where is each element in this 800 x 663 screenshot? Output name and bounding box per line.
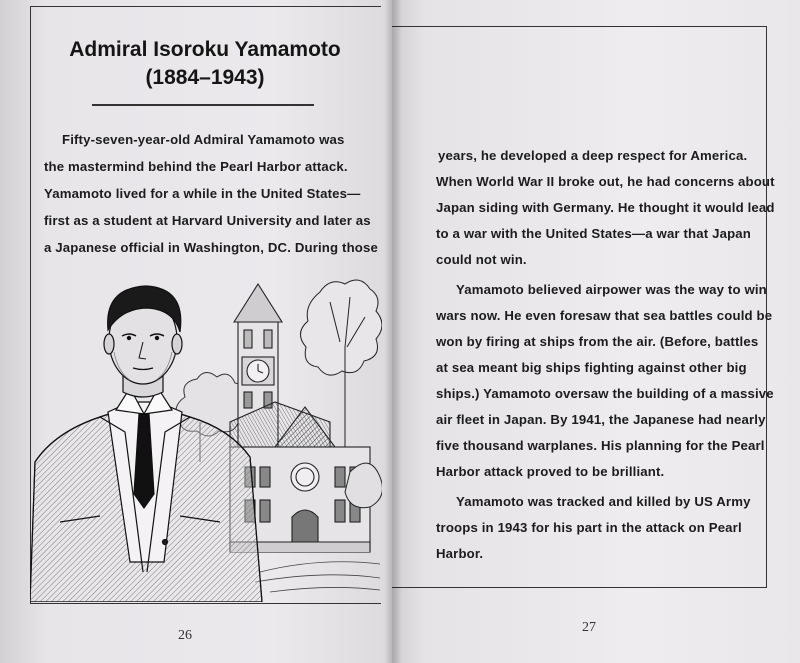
left-text-line: Fifty-seven-year-old Admiral Yamamoto was (62, 132, 345, 147)
right-text-line: won by firing at ships from the air. (Before, battles (436, 334, 759, 349)
title-divider (92, 104, 314, 106)
right-text-line: could not win. (436, 252, 527, 267)
left-text-line: first as a student at Harvard University and later as (44, 213, 371, 228)
right-text-line: to a war with the United States—a war that Japan (436, 226, 751, 241)
right-text-line: at sea meant big ships fighting against other big (436, 360, 747, 375)
sidebar-years: (1884–1943) (145, 66, 265, 89)
right-text-line: When World War II broke out, he had concerns about (436, 174, 775, 189)
right-text-line: Harbor. (436, 546, 484, 561)
left-page (0, 0, 392, 663)
sidebar-title: Admiral Isoroku Yamamoto (69, 38, 341, 61)
page-number: 27 (582, 620, 596, 635)
yamamoto-portrait (30, 286, 262, 602)
right-text-line: Yamamoto believed airpower was the way to win (456, 282, 767, 297)
book-spine (384, 0, 402, 663)
right-text-line: troops in 1943 for his part in the attack on Pearl (436, 520, 742, 535)
left-text-line: Yamamoto lived for a while in the United States— (44, 186, 361, 201)
left-text-line: a Japanese official in Washington, DC. During those (44, 240, 378, 255)
right-page (392, 0, 800, 663)
right-text-line: years, he developed a deep respect for America. (438, 148, 748, 163)
right-text-line: ships.) Yamamoto oversaw the building of a massive (436, 386, 774, 401)
yamamoto-illustration (30, 272, 382, 602)
right-text-line: air fleet in Japan. By 1941, the Japanese had nearly (436, 412, 766, 427)
right-text-line: Harbor attack proved to be brilliant. (436, 464, 665, 479)
right-text-line: wars now. He even foresaw that sea battles could be (436, 308, 773, 323)
left-text-line: the mastermind behind the Pearl Harbor attack. (44, 159, 348, 174)
right-text-line: Japan siding with Germany. He thought it would lead (436, 200, 775, 215)
ground (255, 562, 380, 592)
right-text-line: Yamamoto was tracked and killed by US Army (456, 494, 751, 509)
right-text-line: five thousand warplanes. His planning for the Pearl (436, 438, 765, 453)
page-number: 26 (178, 628, 192, 643)
